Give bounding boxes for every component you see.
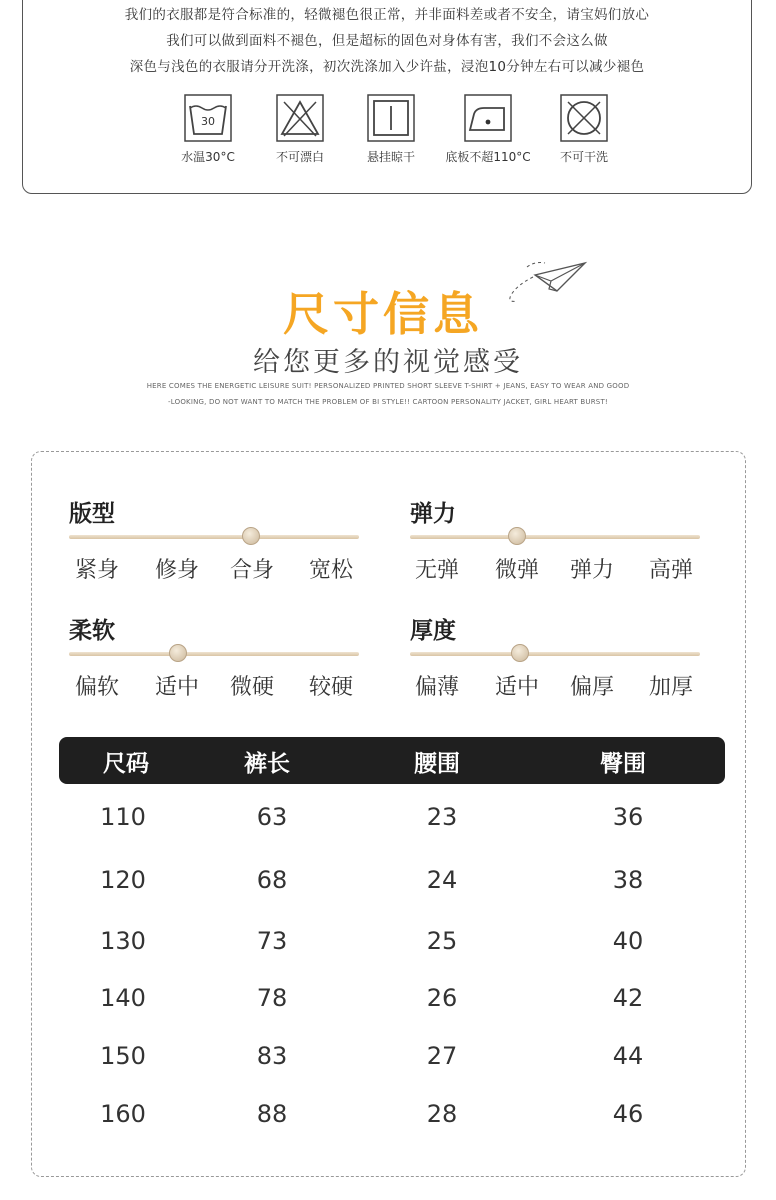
- wash-temp-badge: 30: [201, 115, 215, 128]
- table-cell: 140: [100, 984, 146, 1012]
- attribute-track: [410, 535, 700, 539]
- hang-dry-icon: [367, 94, 415, 142]
- attribute-option: 高弹: [649, 558, 694, 583]
- attribute-track: [410, 652, 700, 656]
- care-item-hang-dry: [341, 94, 441, 165]
- table-cell: 26: [426, 984, 458, 1012]
- table-cell: 150: [100, 1042, 146, 1070]
- table-cell: 36: [612, 803, 644, 831]
- table-cell: 27: [426, 1042, 458, 1070]
- table-cell: 110: [100, 803, 146, 831]
- attribute-option: 修身: [155, 558, 200, 583]
- english-tagline-2: -LOOKING, DO NOT WANT TO MATCH THE PROBLEM OF BI STYLE!! CARTOON PERSONALITY JACKET, GIRL HEART BURST!: [168, 398, 608, 406]
- attribute-option: 紧身: [75, 558, 120, 583]
- size-table-header: [59, 737, 725, 784]
- attribute-option: 偏薄: [415, 675, 460, 700]
- section-subtitle: 给您更多的视觉感受: [253, 347, 523, 378]
- attribute-fit: [69, 495, 369, 605]
- no-bleach-icon: [276, 94, 324, 142]
- table-cell: 73: [256, 927, 288, 955]
- attribute-option: 较硬: [309, 675, 354, 700]
- header-length: 裤长: [244, 751, 290, 777]
- attribute-knob: [242, 527, 260, 545]
- table-cell: 88: [256, 1100, 288, 1128]
- table-cell: 120: [100, 866, 146, 894]
- care-item-no-bleach: [250, 94, 350, 165]
- care-caption-no-dry-clean: 不可干洗: [559, 150, 608, 164]
- table-cell: 44: [612, 1042, 644, 1070]
- care-instructions-box: [22, 0, 752, 194]
- attribute-option: 适中: [495, 675, 540, 700]
- table-cell: 23: [426, 803, 458, 831]
- header-waist: 腰围: [414, 751, 460, 777]
- wash-30-icon: [184, 94, 232, 142]
- attribute-option: 微硬: [230, 675, 275, 700]
- attribute-option: 偏软: [75, 675, 120, 700]
- table-cell: 160: [100, 1100, 146, 1128]
- attribute-option: 宽松: [309, 558, 354, 583]
- attribute-label: 弹力: [410, 501, 456, 527]
- attribute-track: [69, 652, 359, 656]
- attribute-option: 无弹: [415, 558, 460, 583]
- attribute-thickness: [410, 612, 710, 722]
- care-icons-row: [23, 94, 751, 174]
- care-item-wash: [158, 94, 258, 165]
- table-cell: 46: [612, 1100, 644, 1128]
- attribute-option: 合身: [230, 558, 275, 583]
- care-note-1: 我们的衣服都是符合标准的，轻微褪色很正常，并非面料差或者不安全，请宝妈们放心: [124, 7, 650, 23]
- table-cell: 130: [100, 927, 146, 955]
- section-title: 尺寸信息: [283, 287, 483, 341]
- table-cell: 24: [426, 866, 458, 894]
- english-tagline-1: HERE COMES THE ENERGETIC LEISURE SUIT! PERSONALIZED PRINTED SHORT SLEEVE T-SHIRT + JEANS, EASY TO WEAR AND GOOD: [146, 382, 630, 390]
- care-caption-hang-dry: 悬挂晾干: [366, 150, 415, 164]
- attribute-option: 弹力: [570, 558, 615, 583]
- attribute-label: 厚度: [410, 618, 456, 644]
- no-dry-clean-icon: [560, 94, 608, 142]
- care-caption-no-bleach: 不可漂白: [275, 150, 324, 164]
- attribute-knob: [511, 644, 529, 662]
- table-cell: 25: [426, 927, 458, 955]
- attribute-label: 柔软: [69, 618, 115, 644]
- care-item-iron: [438, 94, 538, 165]
- care-caption-wash: 水温30°C: [181, 150, 235, 164]
- attribute-knob: [169, 644, 187, 662]
- table-cell: 78: [256, 984, 288, 1012]
- paper-plane-icon: [505, 255, 590, 310]
- care-caption-iron: 底板不超110°C: [445, 150, 531, 164]
- attribute-option: 加厚: [649, 675, 694, 700]
- attribute-knob: [508, 527, 526, 545]
- table-cell: 63: [256, 803, 288, 831]
- care-note-3: 深色与浅色的衣服请分开洗涤，初次洗涤加入少许盐，浸泡10分钟左右可以减少褪色: [129, 59, 645, 75]
- table-cell: 38: [612, 866, 644, 894]
- care-item-no-dry-clean: [534, 94, 634, 165]
- attribute-track: [69, 535, 359, 539]
- attribute-option: 适中: [155, 675, 200, 700]
- care-note-2: 我们可以做到面料不褪色，但是超标的固色对身体有害，我们不会这么做: [166, 33, 608, 49]
- table-cell: 68: [256, 866, 288, 894]
- attribute-option: 微弹: [495, 558, 540, 583]
- attribute-elasticity: [410, 495, 710, 605]
- table-cell: 28: [426, 1100, 458, 1128]
- table-cell: 40: [612, 927, 644, 955]
- iron-110-icon: [464, 94, 512, 142]
- table-cell: 42: [612, 984, 644, 1012]
- attribute-softness: [69, 612, 369, 722]
- header-hip: 臀围: [600, 751, 646, 777]
- table-cell: 83: [256, 1042, 288, 1070]
- attribute-option: 偏厚: [570, 675, 615, 700]
- header-size: 尺码: [103, 751, 149, 777]
- attribute-label: 版型: [69, 501, 115, 527]
